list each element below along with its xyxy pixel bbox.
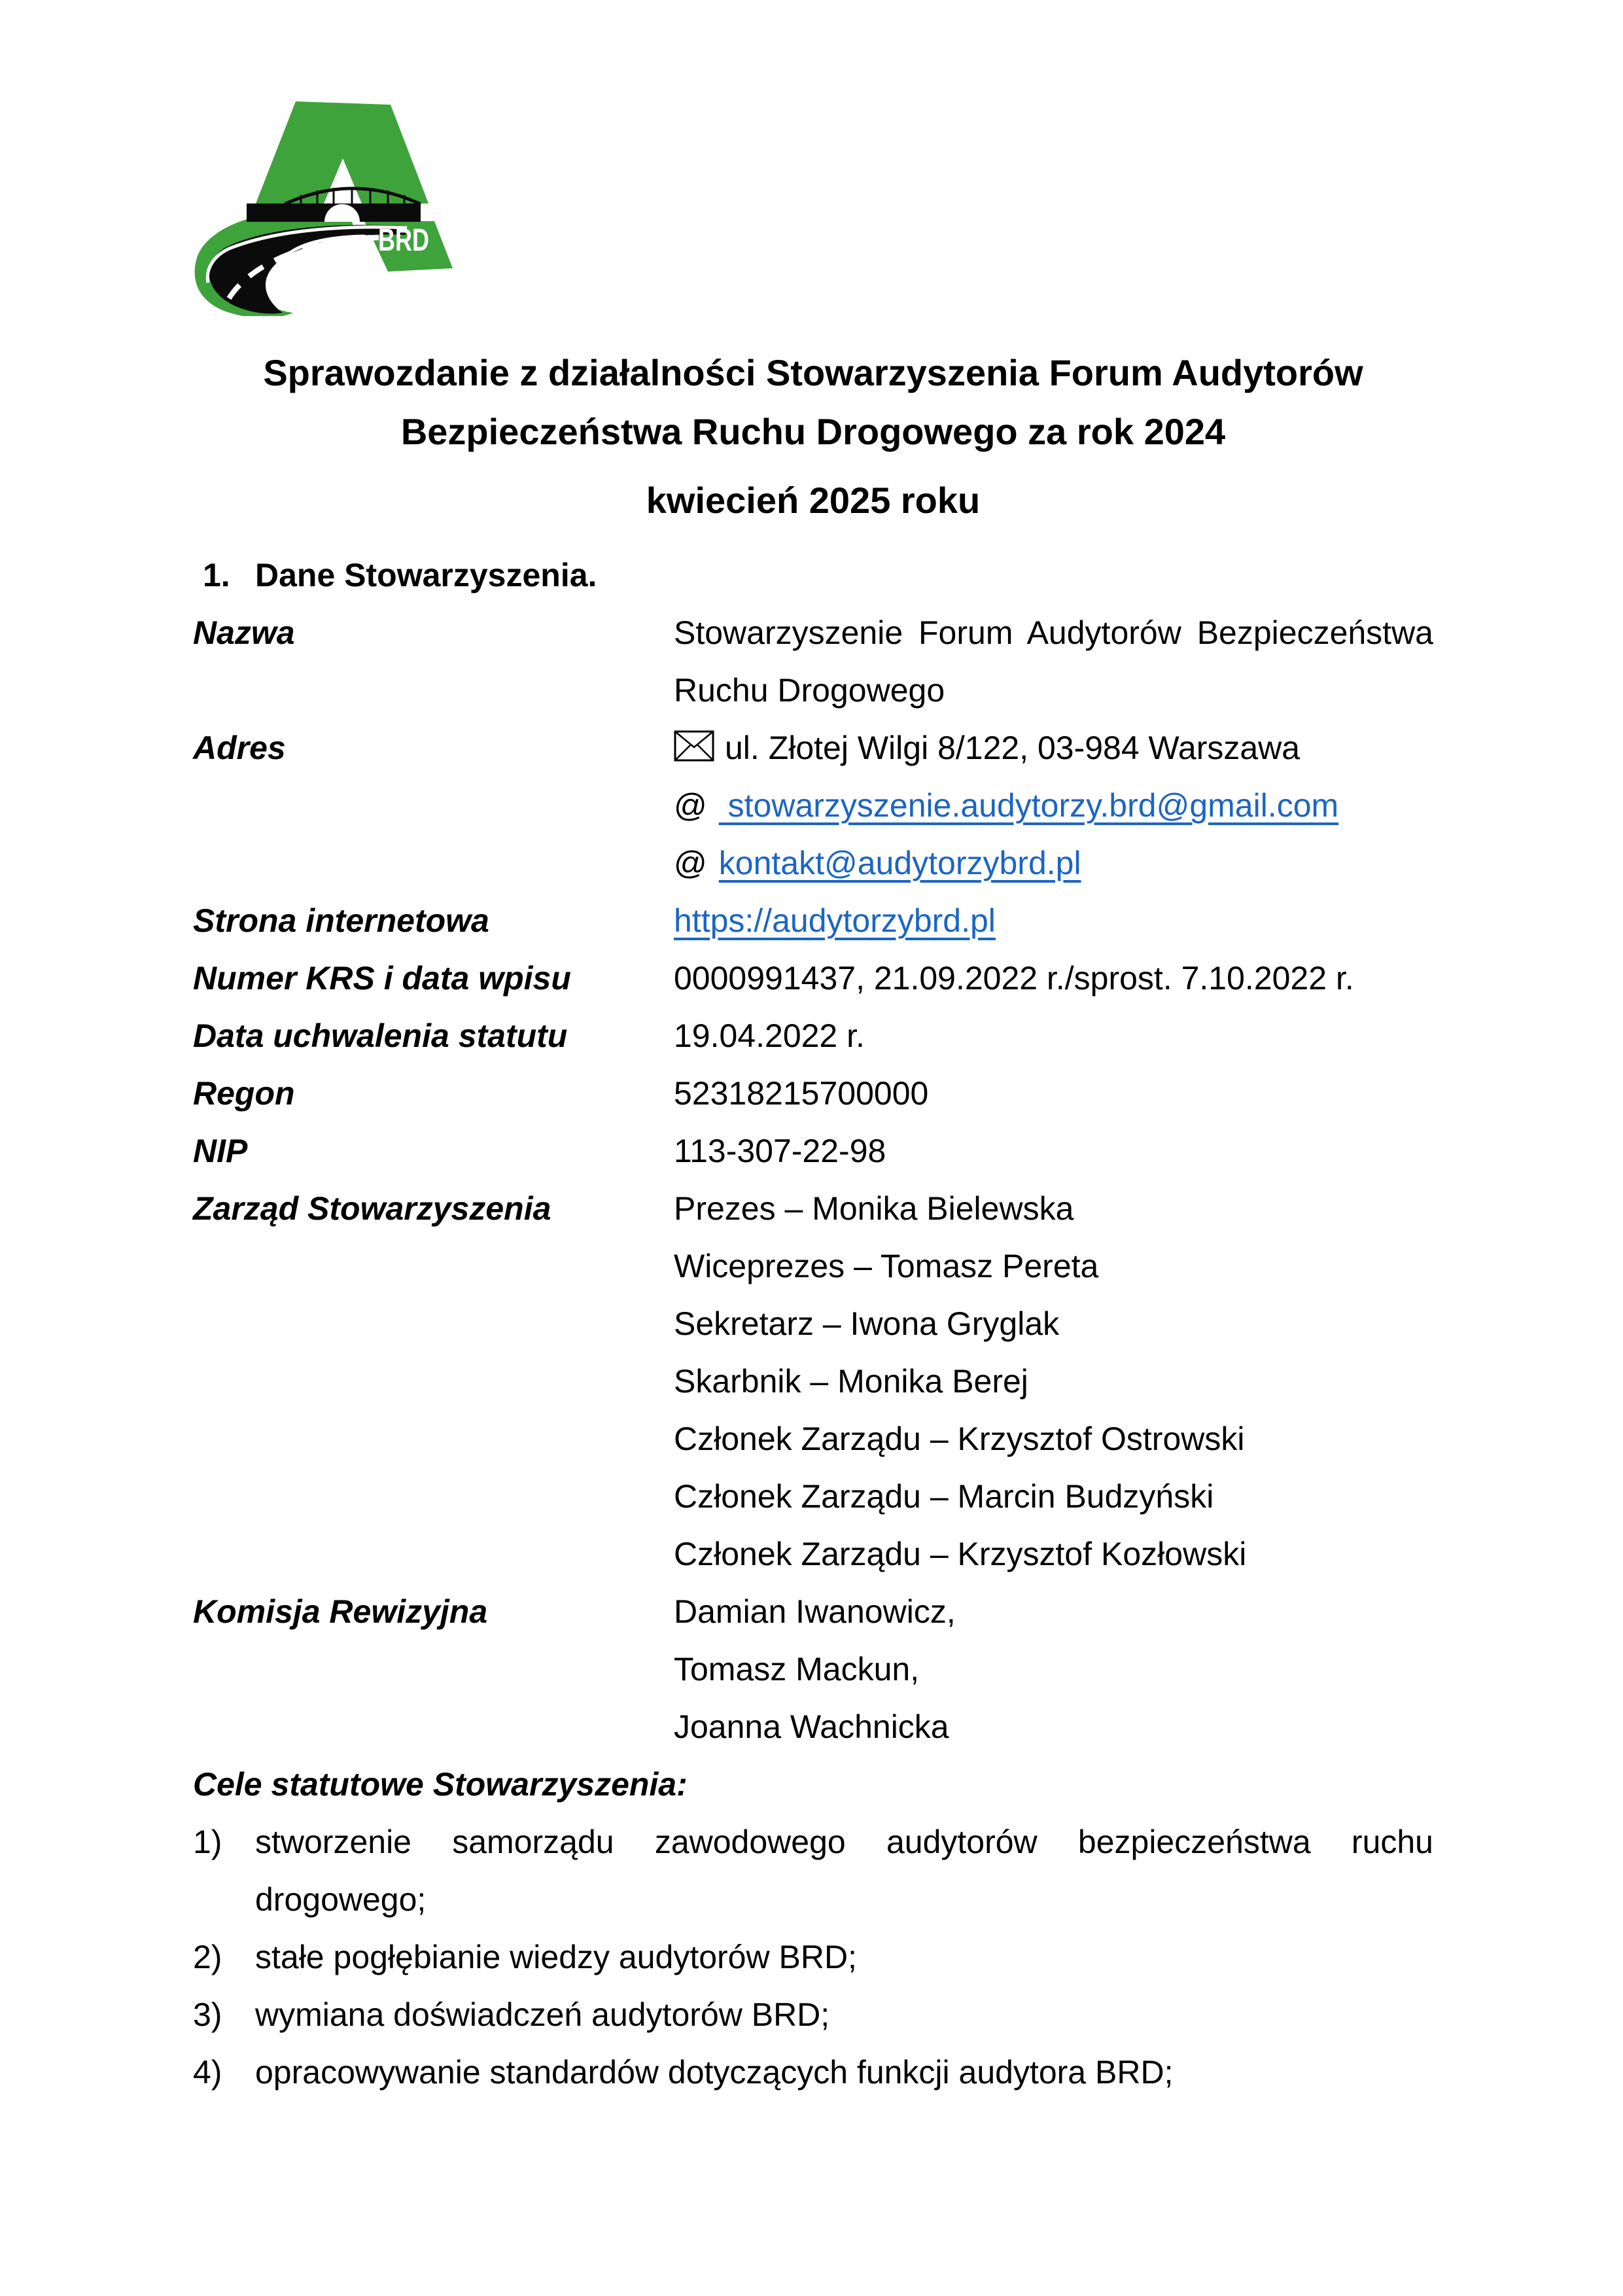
goal-number: 4) [193, 2054, 222, 2091]
field-row-regon [193, 1065, 1433, 1122]
field-label: Data uchwalenia statutu [193, 1017, 568, 1054]
email-link-kontakt[interactable]: kontakt@audytorzybrd.pl [718, 845, 1081, 881]
field-label: Komisja Rewizyjna [193, 1593, 488, 1630]
field-value [674, 604, 1433, 719]
goal-item-4 [193, 2043, 1433, 2101]
report-subtitle: kwiecień 2025 roku [646, 480, 981, 521]
field-value [674, 949, 1433, 1007]
address-text: ul. Złotej Wilgi 8/122, 03-984 Warszawa [725, 730, 1300, 766]
committee-member: Tomasz Mackun, [674, 1651, 920, 1687]
goal-text: wymiana doświadczeń audytorów BRD; [255, 1996, 830, 2033]
section-title: Dane Stowarzyszenia. [255, 557, 597, 593]
field-value [674, 719, 1433, 892]
field-value [674, 1583, 1433, 1756]
value-line: 52318215700000 [674, 1075, 929, 1112]
committee-member: Damian Iwanowicz, [674, 1593, 956, 1630]
report-title-line2: Bezpieczeństwa Ruchu Drogowego za rok 2024 [400, 411, 1226, 452]
section-heading [193, 546, 1433, 604]
goal-item-1 [193, 1813, 1433, 1928]
email-link-gmail[interactable]: stowarzyszenie.audytorzy.brd@gmail.com [718, 787, 1339, 824]
website-link[interactable]: https://audytorzybrd.pl [674, 902, 996, 939]
at-symbol: @ [674, 787, 707, 824]
at-symbol: @ [674, 845, 707, 881]
field-row-zarzad [193, 1180, 1433, 1583]
board-member: Skarbnik – Monika Berej [674, 1363, 1028, 1400]
goal-text: stałe pogłębianie wiedzy audytorów BRD; [255, 1939, 857, 1975]
field-value [674, 1065, 1433, 1122]
goal-text [255, 1813, 1433, 1928]
field-label: Zarząd Stowarzyszenia [193, 1190, 551, 1227]
goal-text-line: stworzenie samorządu zawodowego audytorów bezpieczeństwa ruchu [255, 1824, 1433, 1860]
board-member: Członek Zarządu – Marcin Budzyński [674, 1478, 1214, 1515]
email-line [674, 834, 1433, 892]
section-number: 1. [203, 557, 230, 593]
board-member: Prezes – Monika Bielewska [674, 1190, 1074, 1227]
goal-item-2 [193, 1928, 1433, 1986]
board-member: Sekretarz – Iwona Gryglak [674, 1305, 1060, 1342]
value-line: Ruchu Drogowego [674, 672, 945, 709]
field-label: Adres [193, 730, 286, 766]
goal-text-line: drogowego; [255, 1881, 427, 1918]
address-line [674, 719, 1433, 777]
field-value [674, 1180, 1433, 1583]
logo-brd-text: BRD [378, 223, 429, 258]
field-label: Numer KRS i data wpisu [193, 960, 571, 997]
field-label: NIP [193, 1133, 248, 1169]
goal-number: 2) [193, 1939, 222, 1975]
board-member: Członek Zarządu – Krzysztof Ostrowski [674, 1421, 1245, 1457]
goal-number: 3) [193, 1996, 222, 2033]
report-title-line1: Sprawozdanie z działalności Stowarzyszenia Forum Audytorów [263, 352, 1363, 393]
field-row-strona [193, 892, 1433, 949]
field-row-krs [193, 949, 1433, 1007]
value-line: Stowarzyszenie Forum Audytorów Bezpieczeństwa [674, 614, 1433, 651]
field-value [674, 892, 1433, 949]
goals-heading: Cele statutowe Stowarzyszenia: [193, 1766, 688, 1803]
field-row-statut [193, 1007, 1433, 1065]
goal-item-3 [193, 1986, 1433, 2043]
field-label: Regon [193, 1075, 295, 1112]
email-line [674, 777, 1433, 834]
field-row-komisja [193, 1583, 1433, 1756]
field-value [674, 1007, 1433, 1065]
field-label: Strona internetowa [193, 902, 489, 939]
envelope-icon [674, 722, 714, 777]
field-label: Nazwa [193, 614, 295, 651]
field-row-nip [193, 1122, 1433, 1180]
field-row-nazwa [193, 604, 1433, 719]
value-line: 0000991437, 21.09.2022 r./sprost. 7.10.2022 r. [674, 960, 1354, 997]
board-member: Członek Zarządu – Krzysztof Kozłowski [674, 1536, 1247, 1572]
field-row-adres [193, 719, 1433, 892]
goal-text: opracowywanie standardów dotyczących funkcji audytora BRD; [255, 2054, 1174, 2091]
committee-member: Joanna Wachnicka [674, 1708, 949, 1745]
field-value [674, 1122, 1433, 1180]
value-line: 19.04.2022 r. [674, 1017, 865, 1054]
goal-number: 1) [193, 1824, 222, 1860]
board-member: Wiceprezes – Tomasz Pereta [674, 1248, 1099, 1284]
value-line: 113-307-22-98 [674, 1133, 886, 1169]
